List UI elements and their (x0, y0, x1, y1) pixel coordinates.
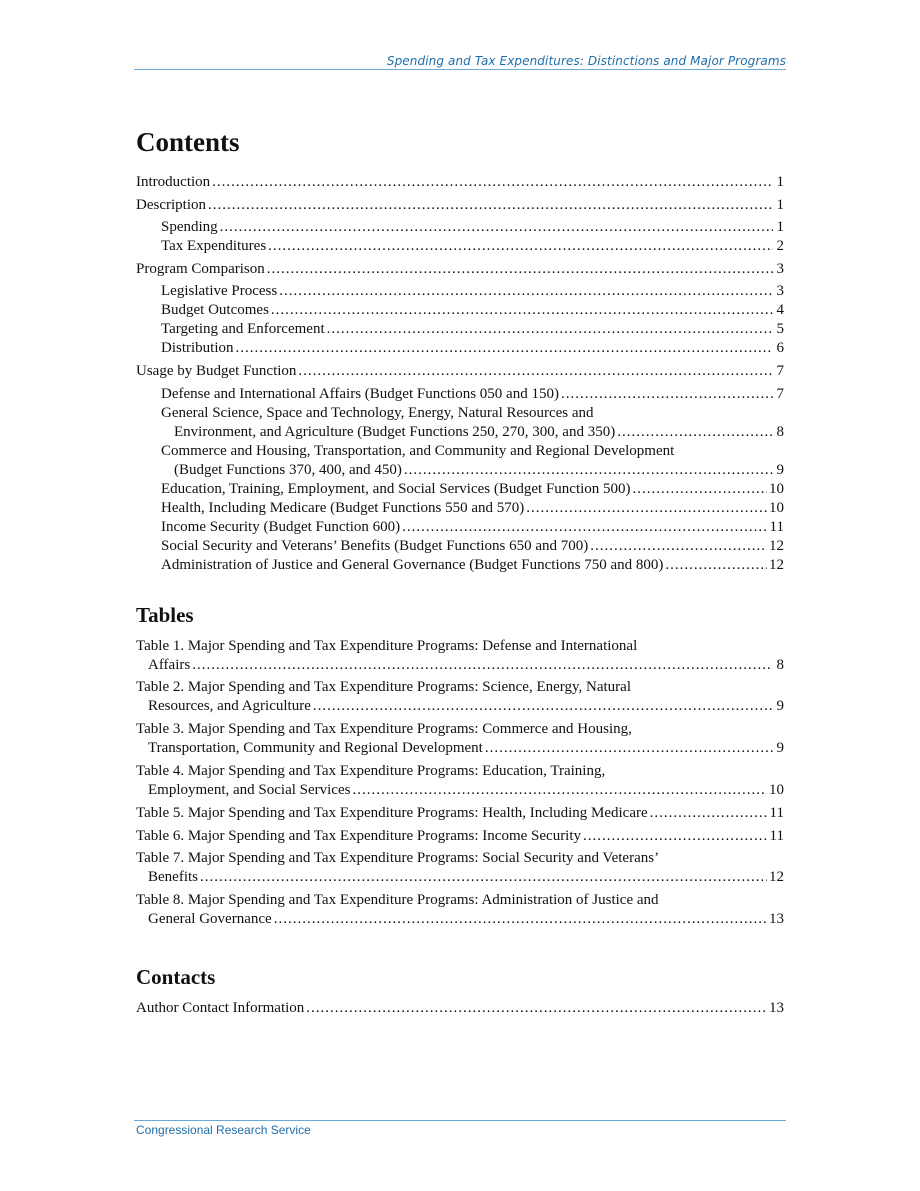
running-footer: Congressional Research Service (136, 1123, 311, 1137)
toc-entry[interactable] (136, 849, 784, 887)
toc-entry-page: 1 (776, 219, 784, 236)
toc-entry-label: Table 1. Major Spending and Tax Expenditure Programs: Defense and International (136, 637, 638, 654)
dot-leader (268, 237, 773, 256)
tables-list (136, 637, 784, 930)
toc-entry-page: 13 (769, 911, 784, 928)
toc-entry[interactable] (136, 804, 784, 823)
toc-entry-label-cont: Employment, and Social Services (148, 781, 351, 798)
toc-entry[interactable] (136, 173, 784, 192)
dot-leader (279, 282, 773, 301)
toc-entry[interactable] (136, 260, 784, 279)
table-of-contents (136, 126, 784, 1022)
toc-entry[interactable] (136, 518, 784, 537)
dot-leader (327, 320, 773, 339)
contacts-list (136, 999, 784, 1018)
dot-leader (313, 697, 773, 716)
toc-entry-page: 13 (769, 999, 784, 1016)
dot-leader (212, 173, 773, 192)
dot-leader (220, 218, 773, 237)
toc-entry[interactable] (136, 999, 784, 1018)
dot-leader (352, 781, 767, 800)
toc-entry[interactable] (136, 196, 784, 215)
toc-entry-page: 1 (776, 196, 784, 213)
section-spacer (136, 575, 784, 602)
toc-entry[interactable] (136, 720, 784, 758)
toc-entry[interactable] (136, 362, 784, 381)
contents-list (136, 173, 784, 575)
dot-leader (271, 301, 773, 320)
toc-entry-page: 8 (776, 656, 784, 673)
toc-entry-page: 7 (776, 362, 784, 379)
dot-leader (236, 339, 773, 358)
toc-entry[interactable] (136, 282, 784, 301)
dot-leader (485, 739, 773, 758)
dot-leader (200, 868, 767, 887)
toc-entry-label-cont: (Budget Functions 370, 400, and 450) (174, 461, 402, 478)
toc-entry-label: Table 7. Major Spending and Tax Expenditure Programs: Social Security and Veterans’ (136, 850, 660, 867)
toc-entry-label-cont: Affairs (148, 656, 191, 673)
toc-entry-page: 10 (769, 499, 784, 516)
footer-rule (134, 1120, 786, 1121)
toc-entry[interactable] (136, 237, 784, 256)
section-spacer (136, 933, 784, 964)
dot-leader (665, 556, 767, 575)
toc-entry[interactable] (136, 404, 784, 442)
toc-entry-label: Introduction (136, 174, 211, 190)
running-header: Spending and Tax Expenditures: Distinctions and Major Programs (386, 54, 786, 68)
toc-entry-label: Table 5. Major Spending and Tax Expenditure Programs: Health, Including Medicare (136, 804, 648, 821)
toc-entry-label: Table 2. Major Spending and Tax Expenditure Programs: Science, Energy, Natural (136, 679, 631, 696)
toc-entry-page: 6 (776, 340, 784, 357)
toc-entry-label: Table 6. Major Spending and Tax Expenditure Programs: Income Security (136, 827, 582, 844)
toc-entry-page: 4 (776, 302, 784, 319)
toc-entry-label: Social Security and Veterans’ Benefits (Budget Functions 650 and 700) (161, 537, 589, 554)
toc-entry[interactable] (136, 678, 784, 716)
toc-entry-page: 9 (776, 698, 784, 715)
toc-entry-label: Commerce and Housing, Transportation, and Community and Regional Development (161, 442, 675, 459)
dot-leader (650, 804, 768, 823)
toc-entry-label: Program Comparison (136, 260, 265, 277)
toc-entry-page: 12 (769, 537, 784, 554)
contents-heading: Contents (136, 127, 240, 157)
toc-entry-page: 7 (776, 385, 784, 402)
dot-leader (306, 999, 767, 1018)
toc-entry-label: Income Security (Budget Function 600) (161, 518, 401, 535)
dot-leader (267, 260, 773, 279)
toc-entry-label: Tax Expenditures (161, 238, 267, 255)
toc-entry-label-cont: Benefits (148, 869, 198, 886)
toc-entry-label: Targeting and Enforcement (161, 321, 325, 338)
dot-leader (192, 656, 773, 675)
toc-entry[interactable] (136, 218, 784, 237)
toc-entry[interactable] (136, 499, 784, 518)
dot-leader (583, 827, 768, 846)
toc-entry-page: 10 (769, 781, 784, 798)
toc-entry-label: Usage by Budget Function (136, 362, 297, 379)
toc-entry-label-cont: Resources, and Agriculture (148, 698, 311, 715)
toc-entry[interactable] (136, 637, 784, 675)
toc-entry-label: Defense and International Affairs (Budget Functions 050 and 150) (161, 385, 559, 402)
dot-leader (298, 362, 773, 381)
toc-entry[interactable] (136, 480, 784, 499)
toc-entry-label: Description (136, 196, 206, 213)
toc-entry-page: 2 (776, 238, 784, 255)
toc-entry-page: 9 (776, 740, 784, 757)
dot-leader (526, 499, 767, 518)
toc-entry-label: Spending (161, 219, 218, 236)
toc-entry-label: Table 4. Major Spending and Tax Expenditure Programs: Education, Training, (136, 762, 606, 779)
toc-entry[interactable] (136, 762, 784, 800)
toc-entry-page: 11 (769, 518, 784, 535)
contacts-heading: Contacts (136, 964, 216, 989)
toc-entry-label-cont: Transportation, Community and Regional Development (148, 740, 483, 757)
toc-entry[interactable] (136, 537, 784, 556)
toc-entry-page: 5 (776, 321, 784, 338)
toc-entry-page: 8 (776, 423, 784, 440)
toc-entry[interactable] (136, 556, 784, 575)
toc-entry-label: Author Contact Information (136, 999, 305, 1016)
toc-entry[interactable] (136, 827, 784, 846)
toc-entry-label: Distribution (161, 340, 234, 357)
dot-leader (402, 518, 767, 537)
toc-entry-page: 11 (769, 827, 784, 844)
toc-entry[interactable] (136, 442, 784, 480)
toc-entry[interactable] (136, 339, 784, 358)
dot-leader (404, 461, 773, 480)
toc-entry-label: Budget Outcomes (161, 302, 269, 319)
toc-entry-label: Table 3. Major Spending and Tax Expenditure Programs: Commerce and Housing, (136, 721, 632, 738)
dot-leader (617, 423, 773, 442)
toc-entry-page: 10 (769, 480, 784, 497)
toc-entry-page: 11 (769, 804, 784, 821)
toc-entry[interactable] (136, 301, 784, 320)
dot-leader (274, 910, 767, 929)
toc-entry[interactable] (136, 891, 784, 929)
dot-leader (208, 196, 773, 215)
toc-entry-label: Administration of Justice and General Governance (Budget Functions 750 and 800) (161, 556, 664, 573)
toc-entry-label-cont: General Governance (148, 911, 272, 928)
dot-leader (633, 480, 767, 499)
toc-entry-page: 12 (769, 556, 784, 573)
toc-entry[interactable] (136, 385, 784, 404)
toc-entry-page: 3 (776, 283, 784, 300)
toc-entry-label: Legislative Process (161, 283, 278, 300)
toc-entry-label: Health, Including Medicare (Budget Functions 550 and 570) (161, 499, 525, 516)
toc-entry[interactable] (136, 320, 784, 339)
toc-entry-label: Education, Training, Employment, and Social Services (Budget Function 500) (161, 480, 631, 497)
toc-entry-label: General Science, Space and Technology, Energy, Natural Resources and (161, 404, 594, 421)
tables-heading: Tables (136, 602, 194, 627)
toc-entry-page: 12 (769, 869, 784, 886)
dot-leader (561, 385, 773, 404)
toc-entry-page: 9 (776, 461, 784, 478)
toc-entry-label: Table 8. Major Spending and Tax Expenditure Programs: Administration of Justice and (136, 892, 659, 909)
header-rule (134, 69, 786, 70)
toc-entry-page: 1 (776, 174, 784, 190)
dot-leader (590, 537, 767, 556)
toc-entry-page: 3 (776, 260, 784, 277)
toc-entry-label-cont: Environment, and Agriculture (Budget Functions 250, 270, 300, and 350) (174, 423, 616, 440)
